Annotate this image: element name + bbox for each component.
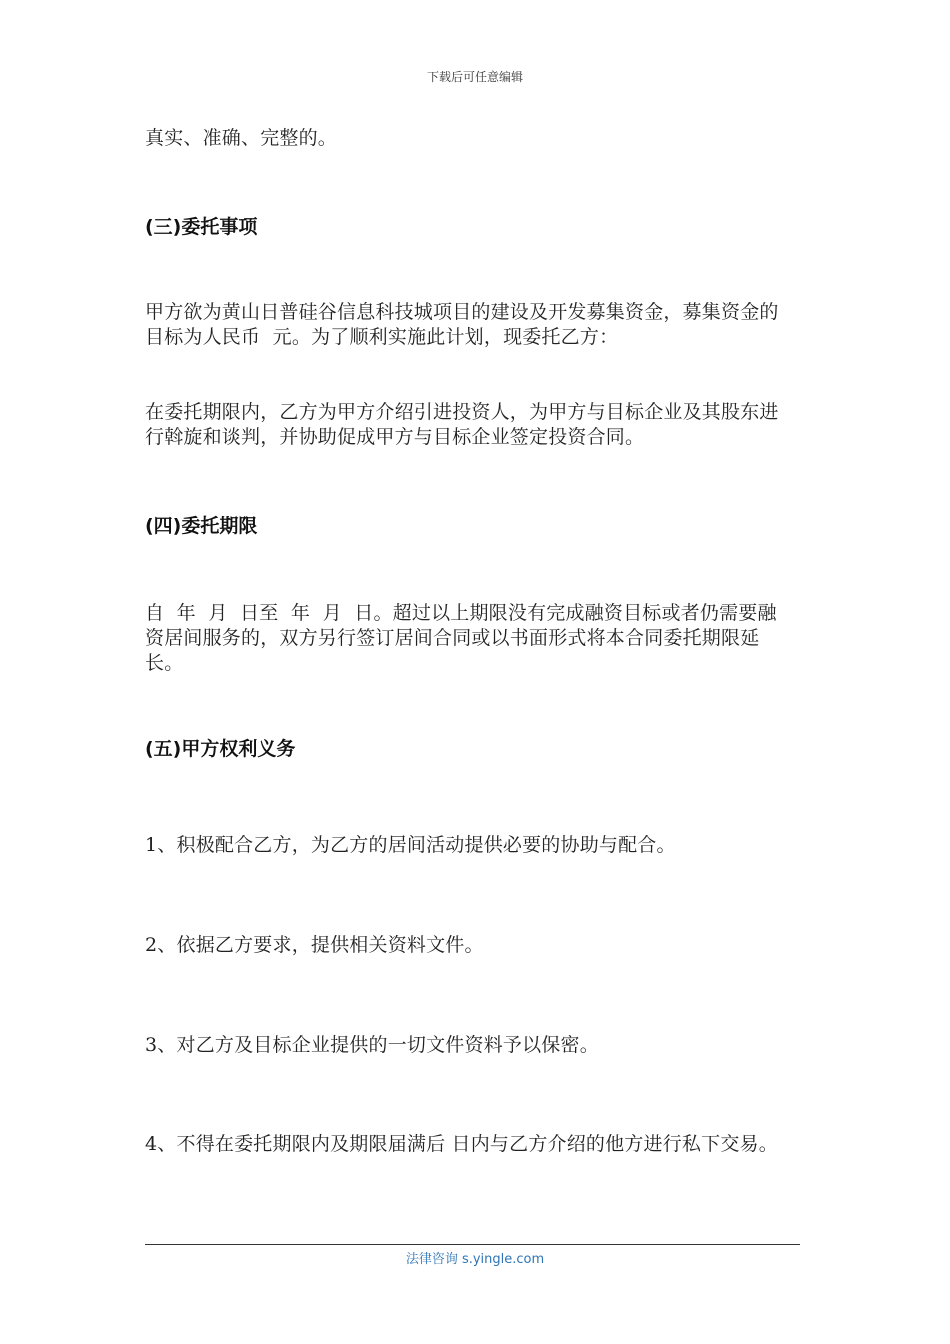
list-item-1: 1、积极配合乙方，为乙方的居间活动提供必要的协助与配合。: [145, 834, 676, 856]
paragraph-1: 真实、准确、完整的。: [145, 127, 338, 149]
footer-link[interactable]: 法律咨询 s.yingle.com: [405, 1252, 545, 1267]
section-heading-4: (四)委托期限: [145, 515, 258, 537]
list-item-3: 3、对乙方及目标企业提供的一切文件资料予以保密。: [145, 1034, 599, 1056]
list-item-4: 4、不得在委托期限内及期限届满后 日内与乙方介绍的他方进行私下交易。: [145, 1133, 778, 1155]
section-heading-3: (三)委托事项: [145, 216, 258, 238]
paragraph-2: 甲方欲为黄山日普硅谷信息科技城项目的建设及开发募集资金，募集资金的目标为人民币 元。为了顺利实施此计划，现委托乙方：: [145, 301, 779, 348]
paragraph-3: 在委托期限内，乙方为甲方介绍引进投资人，为甲方与目标企业及其股东进行斡旋和谈判，并协助促成甲方与目标企业签定投资合同。: [145, 401, 779, 448]
paragraph-4: 自 年 月 日至 年 月 日。超过以上期限没有完成融资目标或者仍需要融资居间服务的，双方另行签订居间合同或以书面形式将本合同委托期限延长。: [145, 602, 777, 674]
page-header-note: 下载后可任意编辑: [426, 70, 523, 84]
section-heading-5: (五)甲方权利义务: [145, 738, 296, 760]
list-item-2: 2、依据乙方要求，提供相关资料文件。: [145, 934, 484, 956]
footer-divider: [145, 1244, 800, 1245]
